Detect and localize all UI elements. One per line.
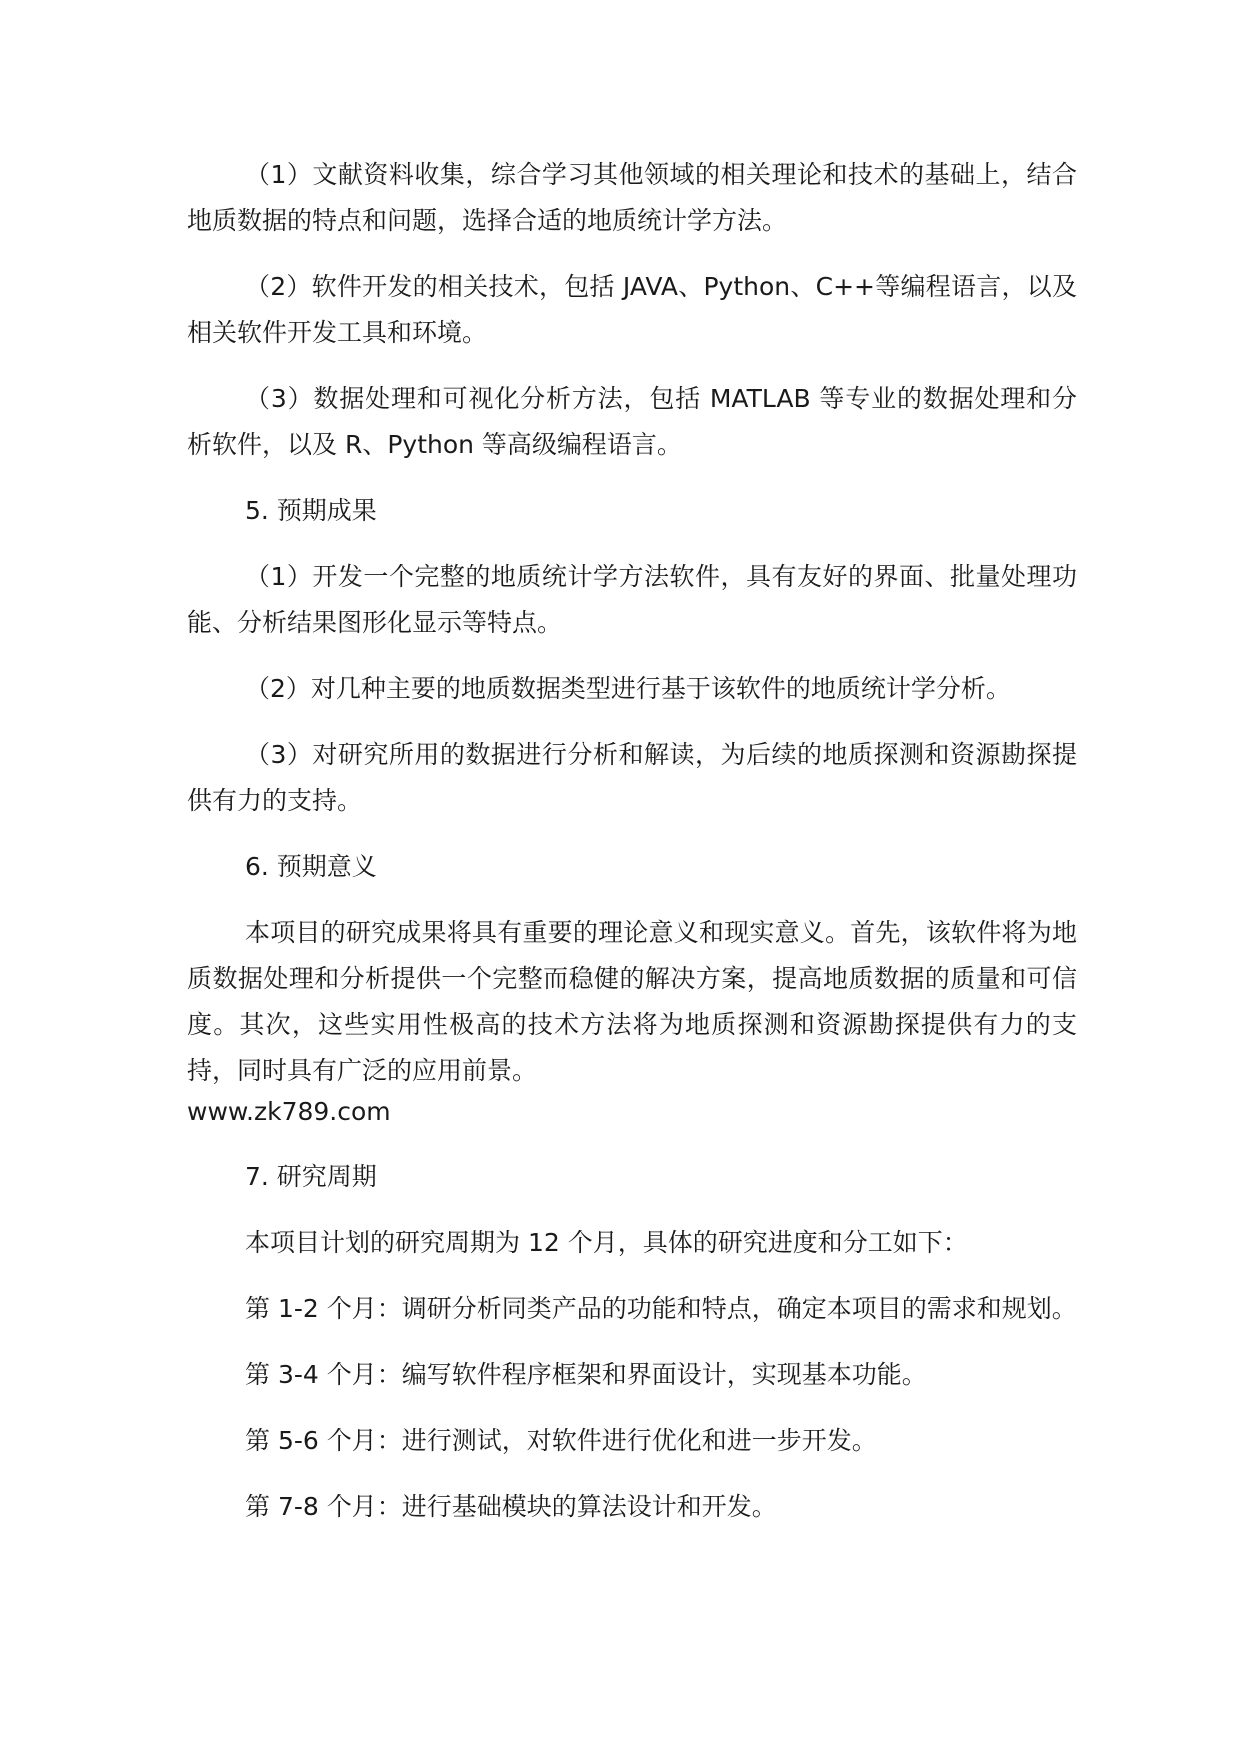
schedule-item-month-5-6: 第 5-6 个月：进行测试，对软件进行优化和进一步开发。 (245, 1426, 877, 1455)
section-heading-expected-results: 5. 预期成果 (245, 496, 377, 525)
paragraph-period-intro: 本项目计划的研究周期为 12 个月，具体的研究进度和分工如下： (245, 1228, 968, 1257)
paragraph-result-software: （1）开发一个完整的地质统计学方法软件，具有友好的界面、批量处理功能、分析结果图形化显示等特点。 (187, 562, 1077, 637)
watermark-url: www.zk789.com (187, 1097, 391, 1126)
section-heading-expected-significance: 6. 预期意义 (245, 852, 377, 881)
paragraph-software-tech: （2）软件开发的相关技术，包括 JAVA、Python、C++等编程语言，以及相关软件开发工具和环境。 (187, 272, 1077, 347)
section-heading-research-period: 7. 研究周期 (245, 1162, 377, 1191)
paragraph-result-analysis: （2）对几种主要的地质数据类型进行基于该软件的地质统计学分析。 (245, 674, 1011, 703)
schedule-item-month-7-8: 第 7-8 个月：进行基础模块的算法设计和开发。 (245, 1492, 777, 1521)
schedule-item-month-3-4: 第 3-4 个月：编写软件程序框架和界面设计，实现基本功能。 (245, 1360, 927, 1389)
paragraph-literature-collection: （1）文献资料收集，综合学习其他领域的相关理论和技术的基础上，结合地质数据的特点和问题，选择合适的地质统计学方法。 (187, 160, 1077, 235)
schedule-item-month-1-2: 第 1-2 个月：调研分析同类产品的功能和特点，确定本项目的需求和规划。 (245, 1294, 1077, 1323)
paragraph-result-interpretation: （3）对研究所用的数据进行分析和解读，为后续的地质探测和资源勘探提供有力的支持。 (187, 740, 1077, 815)
document-body (187, 152, 1077, 1550)
paragraph-significance: 本项目的研究成果将具有重要的理论意义和现实意义。首先，该软件将为地质数据处理和分析提供一个完整而稳健的解决方案，提高地质数据的质量和可信度。其次，这些实用性极高的技术方法将为地质探测和资源勘探提供有力的支持，同时具有广泛的应用前景。 (187, 918, 1077, 1085)
paragraph-data-processing: （3）数据处理和可视化分析方法，包括 MATLAB 等专业的数据处理和分析软件，以及 R、Python 等高级编程语言。 (187, 384, 1077, 459)
